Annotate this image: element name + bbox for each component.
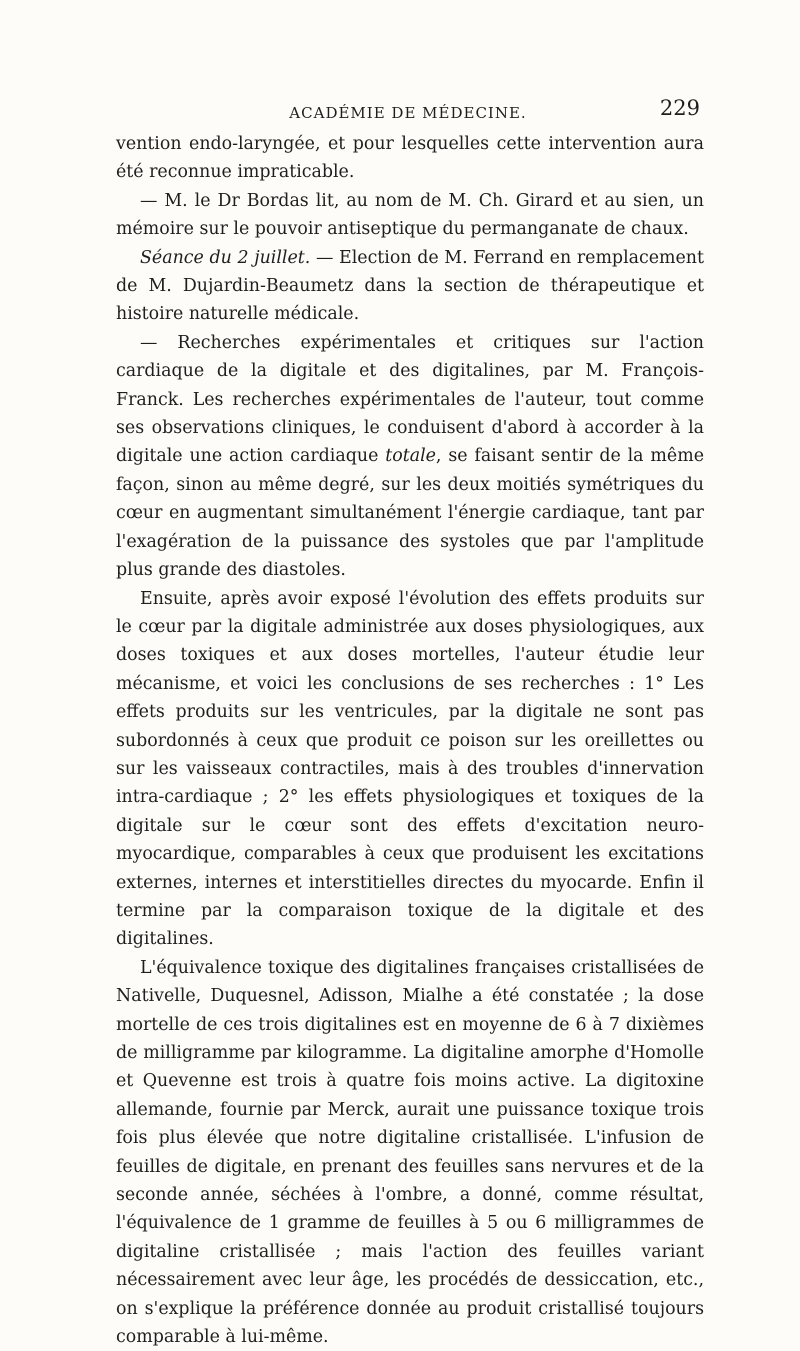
page-header [116, 96, 700, 126]
paragraph-p4 [116, 329, 704, 585]
text-segment: — Recherches expérimentales et critiques sur l'action cardiaque de la digitale et des digitalines, par M. François-Franck. Les recherches expérimentales de l'auteur, tout comme ses observations cliniques, le conduisent d'abord à accorder à la digitale une action cardiaque [116, 332, 704, 467]
paragraph-p2 [116, 187, 704, 244]
page-number: 229 [659, 96, 700, 120]
italic-text: totale [385, 446, 436, 467]
text-segment: — M. le Dr Bordas lit, au nom de M. Ch. Girard et au sien, un mémoire sur le pouvoir antiseptique du permanganate de chaux. [116, 190, 704, 240]
text-segment: — Election de M. Ferrand en remplacement de M. Dujardin-Beaumetz dans la section de thérapeutique et histoire naturelle médicale. [116, 247, 705, 325]
text-segment: , se faisant sentir de la même façon, sinon au même degré, sur les deux moitiés symétriques du cœur en augmentant simultanément l'énergie cardiaque, tant par l'exagération de la puissance des systoles que par l'amplitude plus grande des diastoles. [116, 446, 704, 581]
running-title: ACADÉMIE DE MÉDECINE. [289, 104, 527, 122]
paragraph-p6 [116, 954, 704, 1351]
paragraph-p3 [116, 244, 704, 329]
italic-text: Séance du 2 juillet. [140, 247, 311, 268]
paragraph-p1 [116, 130, 704, 187]
paragraph-p5 [116, 585, 704, 954]
text-segment: vention endo-laryngée, et pour lesquelles cette intervention aura été reconnue impraticable. [116, 134, 704, 183]
text-segment: L'équivalence toxique des digitalines françaises cristallisées de Nativelle, Duquesnel, Adisson, Mialhe a été constatée ; la dose mortelle de ces trois digitalines est en moyenne de 6 à 7 dixièmes de milligramme par kilogramme. La digitaline amorphe d'Homolle et Quevenne est trois à quatre fois moins active. La digitoxine allemande, fournie par Merck, aurait une puissance toxique trois fois plus élevée que notre digitaline cristallisée. L'infusion de feuilles de digitale, en prenant des feuilles sans nervures et de la seconde année, séchées à l'ombre, a donné, comme résultat, l'équivalence de 1 gramme de feuilles à 5 ou 6 milligrammes de digitaline cristallisée ; mais l'action des feuilles variant nécessairement avec leur âge, les procédés de dessiccation, etc., on s'explique la préférence donnée au produit cristallisé toujours comparable à lui-même. [116, 957, 704, 1348]
body-text [116, 130, 704, 1351]
text-segment: Ensuite, après avoir exposé l'évolution des effets produits sur le cœur par la digitale administrée aux doses physiologiques, aux doses toxiques et aux doses mortelles, l'auteur étudie leur mécanisme, et voici les conclusions de ses recherches : 1° Les effets produits sur les ventricules, par la digitale ne sont pas subordonnés à ceux que produit ce poison sur les oreillettes ou sur les vaisseaux contractiles, mais à des troubles d'innervation intra-cardiaque ; 2° les effets physiologiques et toxiques de la digitale sur le cœur sont des effets d'excitation neuro-myocardique, comparables à ceux que produisent les excitations externes, internes et interstitielles directes du myocarde. Enfin il termine par la comparaison toxique de la digitale et des digitalines. [116, 588, 704, 950]
